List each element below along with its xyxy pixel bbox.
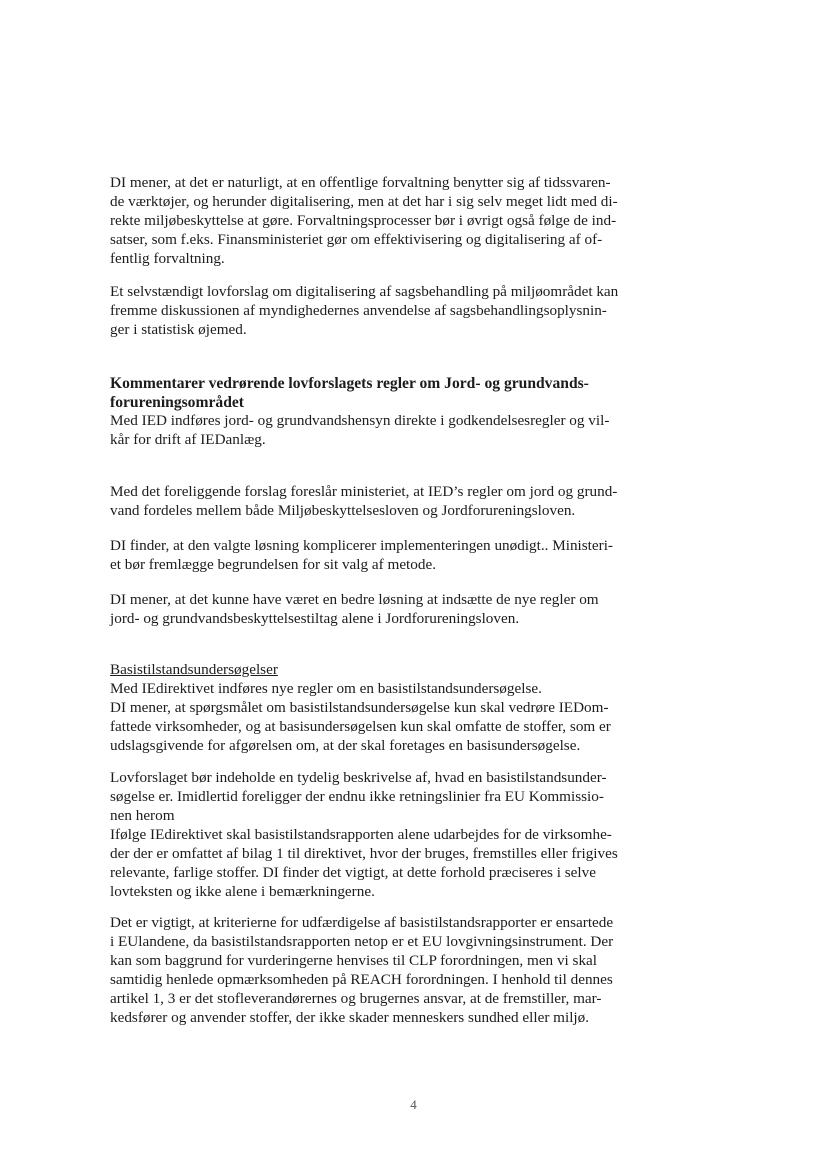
text-line: Lovforslaget bør indeholde en tydelig beskrivelse af, hvad en basistilstandsunder- — [110, 769, 607, 786]
heading-line: Kommentarer vedrørende lovforslagets regler om Jord- og grundvands- — [110, 375, 589, 392]
text-line: nen herom — [110, 807, 175, 824]
paragraph-di-mener — [110, 590, 686, 628]
text-line: Med IED indføres jord- og grundvandshensyn direkte i godkendelsesregler og vil- — [110, 412, 610, 429]
heading-line: forureningsområdet — [110, 394, 244, 411]
text-line: fentlig forvaltning. — [110, 250, 225, 267]
paragraph-iedirektivet — [110, 679, 686, 755]
heading-line: Basistilstandsundersøgelser — [110, 661, 278, 678]
text-line: fattede virksomheder, og at basisundersøgelsen kun skal omfatte de stoffer, som er — [110, 718, 611, 735]
text-line: samtidig henlede opmærksomheden på REACH forordningen. I henhold til dennes — [110, 971, 613, 988]
text-line: kan som baggrund for vurderingerne henvises til CLP forordningen, men vi skal — [110, 952, 598, 969]
text-line: artikel 1, 3 er det stofleverandørernes og brugernes ansvar, at de fremstiller, mar- — [110, 990, 602, 1007]
text-line: Det er vigtigt, at kriterierne for udfærdigelse af basistilstandsrapporter er ensartede — [110, 914, 614, 931]
text-line: DI mener, at spørgsmålet om basistilstandsundersøgelse kun skal vedrøre IEDom- — [110, 699, 609, 716]
text-line: Ifølge IEdirektivet skal basistilstandsrapporten alene udarbejdes for de virksomhe- — [110, 826, 612, 843]
text-line: satser, som f.eks. Finansministeriet gør om effektivisering og digitalisering af of- — [110, 231, 603, 248]
text-line: der der er omfattet af bilag 1 til direktivet, hvor der bruges, fremstilles eller frigives — [110, 845, 618, 862]
text-line: et bør fremlægge begrundelsen for sit valg af metode. — [110, 556, 437, 573]
text-line: jord- og grundvandsbeskyttelsestiltag alene i Jordforureningsloven. — [110, 610, 520, 627]
text-line: de værktøjer, og herunder digitalisering, men at det har i sig selv meget lidt med di- — [110, 193, 618, 210]
paragraph-digitalisering — [110, 173, 686, 268]
text-line: relevante, farlige stoffer. DI finder det vigtigt, at dette forhold præciseres i selve — [110, 864, 596, 881]
text-line: udslagsgivende for afgørelsen om, at der skal foretages en basisundersøgelse. — [110, 737, 581, 754]
paragraph-lovforslag-digitalisering — [110, 282, 686, 339]
text-line: fremme diskussionen af myndighedernes anvendelse af sagsbehandlingsoplysnin- — [110, 302, 607, 319]
section-heading-basistilstand — [110, 660, 686, 679]
text-line: DI mener, at det er naturligt, at en offentlige forvaltning benytter sig af tidssvaren- — [110, 174, 611, 191]
paragraph-di-finder — [110, 536, 686, 574]
paragraph-lovforslaget — [110, 768, 686, 901]
page-number: 4 — [410, 1097, 417, 1112]
paragraph-kriterierne — [110, 913, 686, 1027]
paragraph-forslag — [110, 482, 686, 520]
text-line: vand fordeles mellem både Miljøbeskyttelsesloven og Jordforureningsloven. — [110, 502, 576, 519]
text-line: DI mener, at det kunne have været en bedre løsning at indsætte de nye regler om — [110, 591, 599, 608]
text-line: lovteksten og ikke alene i bemærkningerne. — [110, 883, 375, 900]
paragraph-ied-jord — [110, 411, 686, 449]
text-line: søgelse er. Imidlertid foreligger der endnu ikke retningslinier fra EU Kommissio- — [110, 788, 604, 805]
text-line: rekte miljøbeskyttelse at gøre. Forvaltningsprocesser bør i øvrigt også følge de ind- — [110, 212, 617, 229]
text-line: DI finder, at den valgte løsning komplicerer implementeringen unødigt.. Ministeri- — [110, 537, 613, 554]
text-line: kedsfører og anvender stoffer, der ikke skader menneskers sundhed eller miljø. — [110, 1009, 590, 1026]
text-line: kår for drift af IEDanlæg. — [110, 431, 266, 448]
section-heading-jord — [110, 374, 686, 412]
text-line: ger i statistisk øjemed. — [110, 321, 247, 338]
text-line: Med IEdirektivet indføres nye regler om en basistilstandsundersøgelse. — [110, 680, 542, 697]
text-line: Et selvstændigt lovforslag om digitalisering af sagsbehandling på miljøområdet kan — [110, 283, 619, 300]
text-line: Med det foreliggende forslag foreslår ministeriet, at IED’s regler om jord og grund- — [110, 483, 618, 500]
text-line: i EUlandene, da basistilstandsrapporten netop er et EU lovgivningsinstrument. Der — [110, 933, 614, 950]
